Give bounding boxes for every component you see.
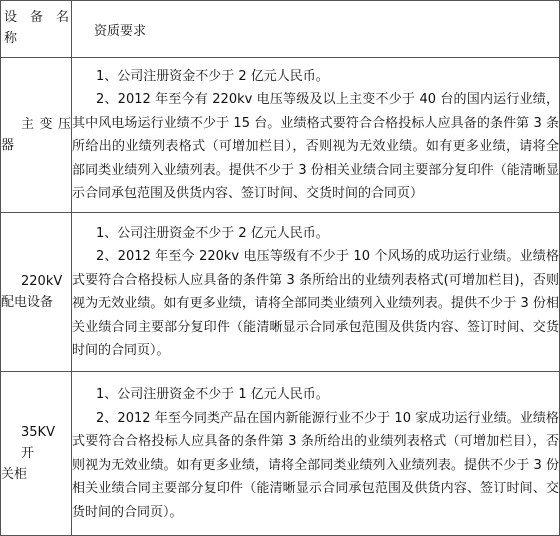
header-equipment-line-1: 设备名 bbox=[4, 10, 69, 25]
equipment-name-line-1: 主变压 bbox=[21, 117, 71, 132]
equipment-cell bbox=[1, 213, 72, 372]
header-requirement-label: 资质要求 bbox=[94, 23, 147, 39]
header-equipment-cell bbox=[1, 1, 72, 58]
header-equipment-line-2: 称 bbox=[4, 31, 18, 46]
requirement-cell bbox=[72, 213, 560, 372]
requirement-cell bbox=[72, 372, 560, 536]
header-requirement-cell bbox=[72, 1, 560, 58]
requirement-item: 2、2012 年至今 220kv 电压等级有不少于 10 个风场的成功运行业绩。业绩格式要符合合格投标人应具备的条件第 3 条所给出的业绩列表格式(可增加栏目)，否则视为无效业绩。如有更多业绩，请将全部同类业绩列入业绩列表。提供不少于 3 份相关业绩合同主要部分复印件（能清晰显示合同承包范围及供货内容、签订时间、交货时间的合同页）。 bbox=[72, 249, 559, 358]
requirement-item: 2、2012 年至今有 220kv 电压等级及以上主变不少于 40 台的国内运行业绩，其中风电场运行业绩不少于 15 台。业绩格式要符合合格投标人应具备的条件第 3 条所给出的业绩列表格式（可增加栏目），否则视为无效业绩。如有更多业绩，请将全部同类业绩列入业绩列表。提供不少于 3 份相关业绩合同主要部分复印件（能清晰显示合同承包范围及供货内容、签订时间、交货时间的合同页） bbox=[72, 92, 559, 201]
header-row bbox=[1, 1, 560, 58]
requirement-item: 1、公司注册资金不少于 2 亿元人民币。 bbox=[96, 225, 329, 241]
equipment-name-line-2: 配电设备 bbox=[1, 295, 54, 310]
table-row bbox=[1, 372, 560, 536]
equipment-name-line-1: 220kV bbox=[21, 274, 63, 289]
table-row bbox=[1, 213, 560, 372]
equipment-cell bbox=[1, 372, 72, 536]
requirement-item: 1、公司注册资金不少于 1 亿元人民币。 bbox=[96, 387, 329, 402]
requirement-item: 2、2012 年至今同类产品在国内新能源行业不少于 10 家成功运行业绩。业绩格式要符合合格投标人应具备的条件第 3 条所给出的业绩列表格式（可增加栏目），否则视为无效业绩。如有更多业绩，请将全部同类业绩列入业绩列表。提供不少于 3 份相关业绩合同主要部分复印件（能清晰显示合同承包范围及供货内容、签订时间、交货时间的合同页）。 bbox=[72, 410, 559, 520]
equipment-name-line-2: 关柜 bbox=[1, 467, 28, 482]
equipment-cell bbox=[1, 58, 72, 213]
requirement-cell bbox=[72, 58, 560, 213]
equipment-name-line-2: 器 bbox=[1, 138, 15, 153]
table-row bbox=[1, 58, 560, 213]
equipment-name-line-1: 35KV 开 bbox=[21, 425, 55, 461]
requirement-item: 1、公司注册资金不少于 2 亿元人民币。 bbox=[96, 68, 329, 84]
